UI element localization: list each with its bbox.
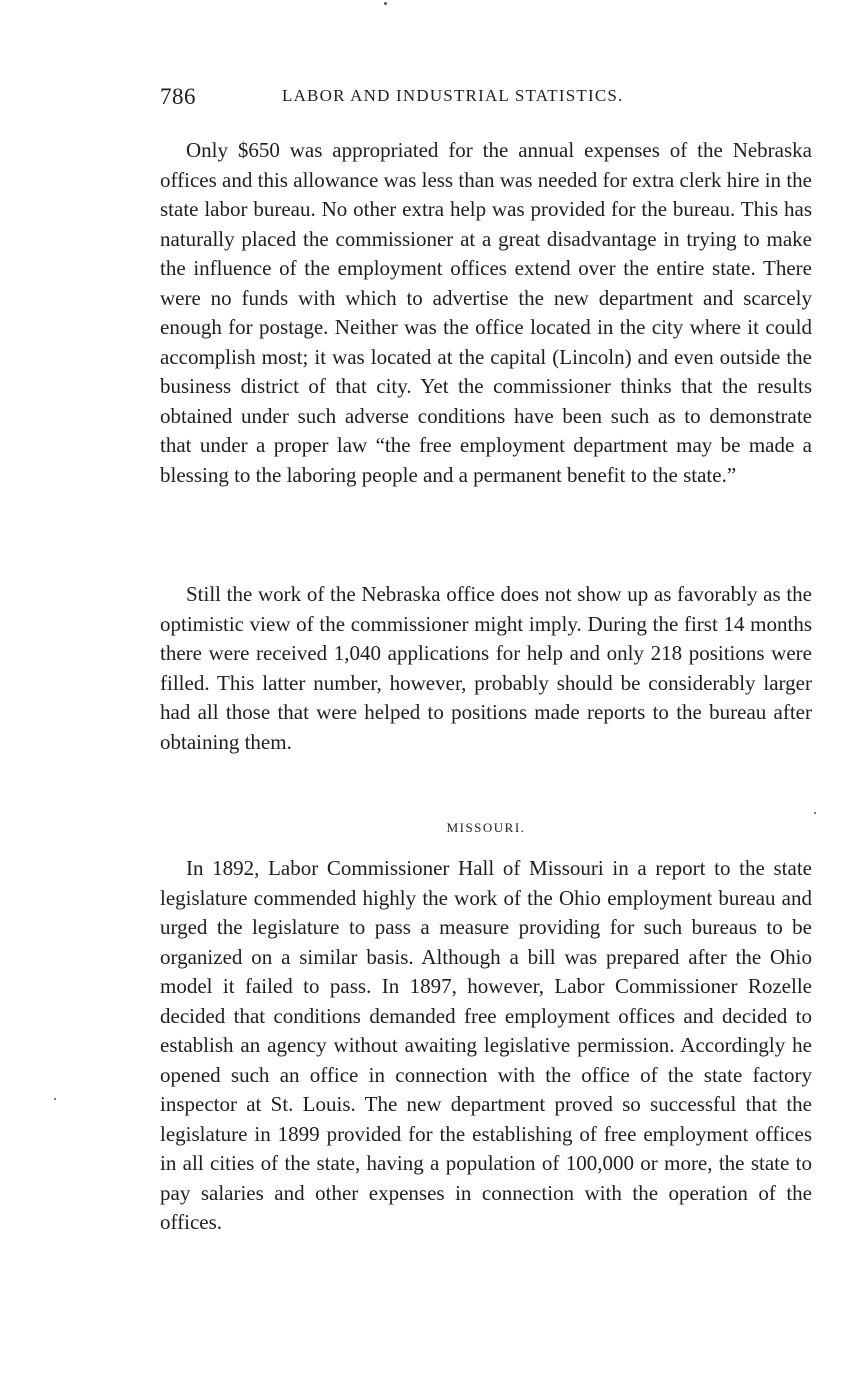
page-number: 786 (160, 84, 196, 109)
paragraph-missouri: In 1892, Labor Commissioner Hall of Missouri in a report to the state legislature commended highly the work of the Ohio employment bureau and urged the legislature to pass a measure providing for such bureaus to be organized on a similar basis. Although a bill was prepared after the Ohio model it failed to pass. In 1897, however, Labor Commissioner Rozelle decided that conditions demanded free employment offices and decided to establish an agency without awaiting legislative permission. Accordingly he opened such an office in connection with the office of the state factory inspector at St. Louis. The new department proved so successful that the legislature in 1899 provided for the establishing of free employment offices in all cities of the state, having a population of 100,000 or more, the state to pay salaries and other expenses in connection with the operation of the offices. (160, 856, 812, 1234)
paragraph-nebraska-expenses: Only $650 was appropriated for the annual expenses of the Nebraska offices and this allowance was less than was needed for extra clerk hire in the state labor bureau. No other extra help was provided for the bureau. This has naturally placed the commissioner at a great disadvantage in trying to make the influence of the employment offices extend over the entire state. There were no funds with which to advertise the new department and scarcely enough for postage. Neither was the office located in the city where it could accomplish most; it was located at the capital (Lincoln) and even outside the business district of that city. Yet the commissioner thinks that the results obtained under such adverse conditions have been such as to demonstrate that under a proper law “the free employment department may be made a blessing to the laboring people and a permanent benefit to the state.” (160, 138, 812, 487)
page-header (160, 84, 820, 114)
scan-speck (54, 1098, 56, 1100)
scan-speck (384, 2, 387, 5)
paragraph-nebraska-results: Still the work of the Nebraska office does not show up as favorably as the optimistic view of the commissioner might imply. During the first 14 months there were received 1,040 applications for help and only 218 positions were filled. This latter number, however, probably should be considerably larger had all those that were helped to positions made reports to the bureau after obtaining them. (160, 582, 812, 754)
section-heading-missouri: MISSOURI. (446, 820, 526, 835)
running-head: LABOR AND INDUSTRIAL STATISTICS. (282, 86, 624, 105)
scan-speck (814, 812, 816, 814)
